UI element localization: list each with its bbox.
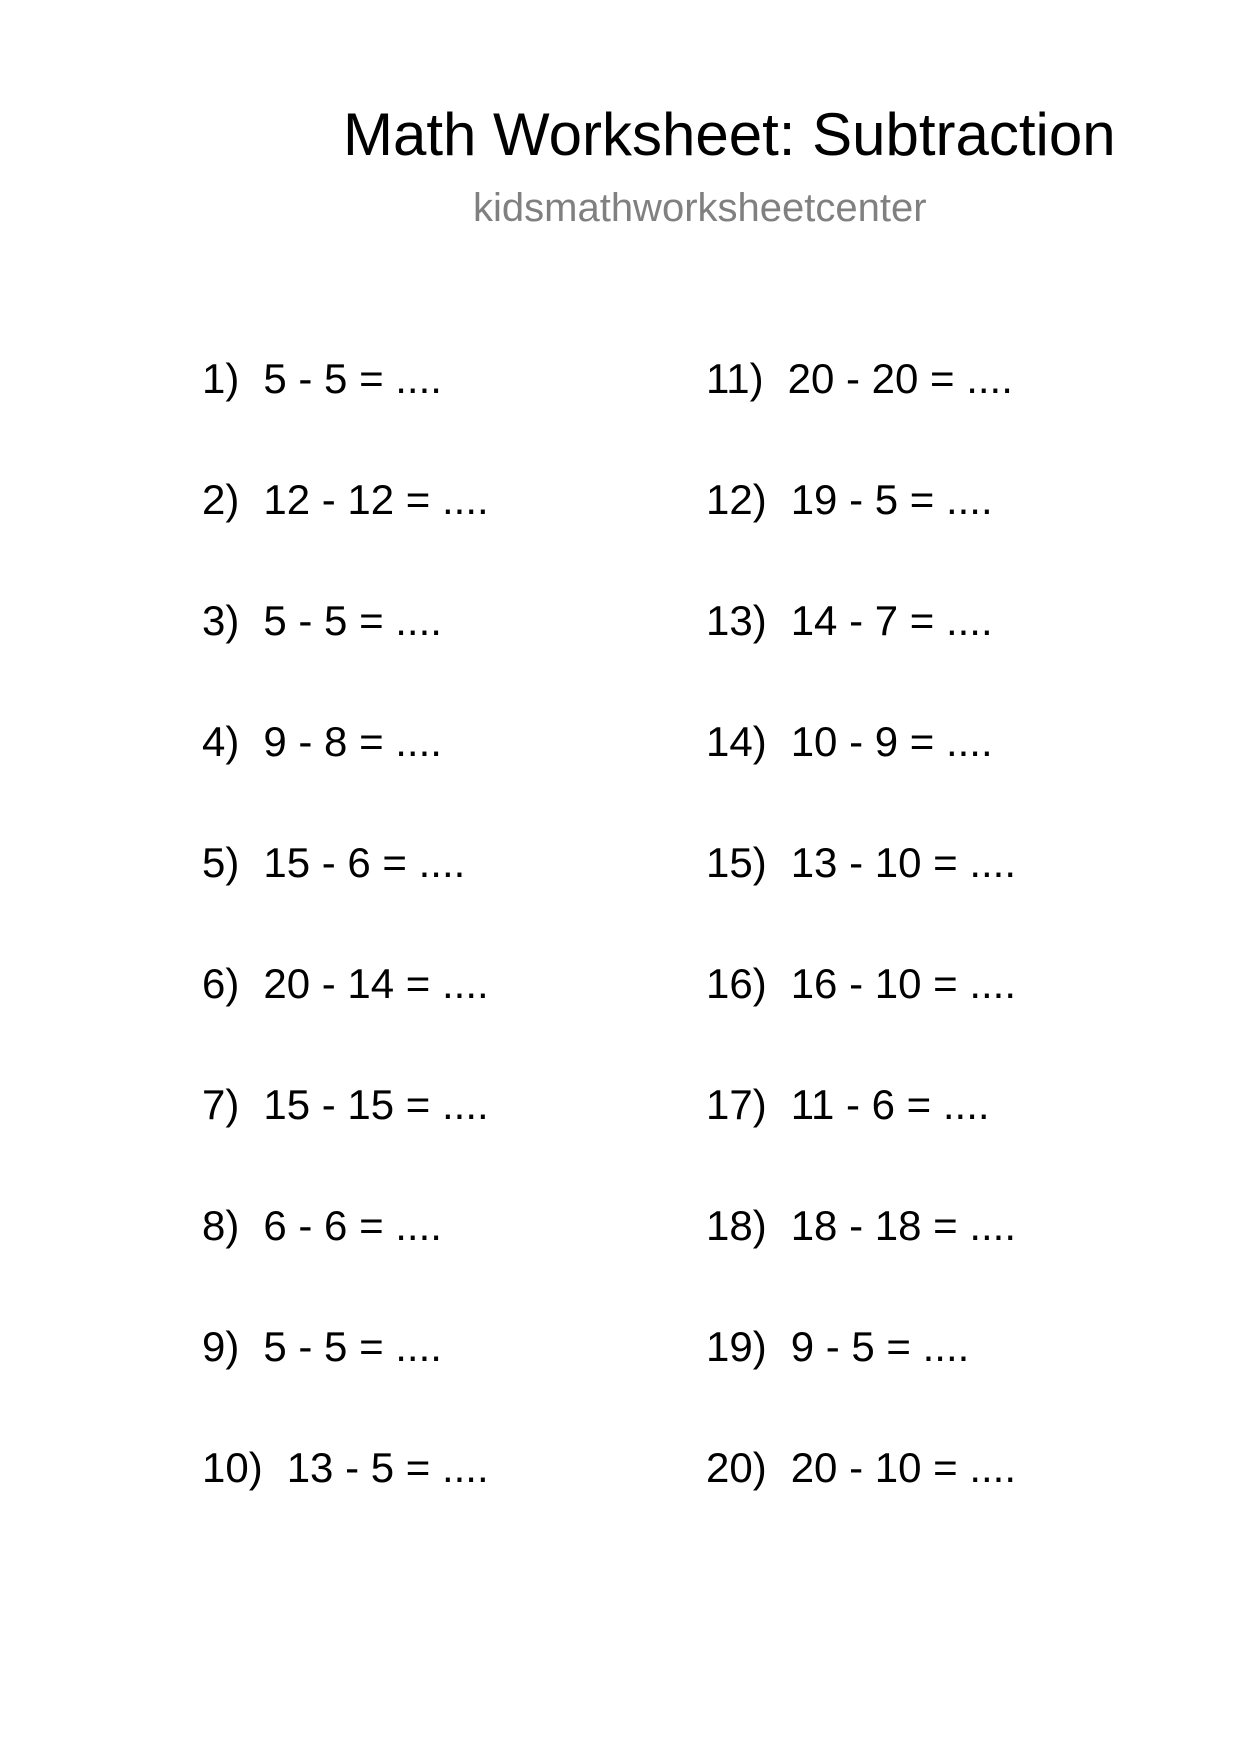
problem-number: 10): [202, 1444, 263, 1491]
problem-expression: 20 - 10 = ....: [790, 1444, 1017, 1491]
problem-number: 8): [202, 1202, 240, 1249]
problem-number: 3): [202, 597, 240, 644]
problem-expression: 5 - 5 = ....: [263, 1323, 442, 1370]
problem-number: 15): [706, 839, 767, 886]
problem-expression: 15 - 15 = ....: [263, 1081, 489, 1128]
problem-expression: 14 - 7 = ....: [790, 597, 993, 644]
problem-item: [202, 839, 465, 887]
problem-number: 5): [202, 839, 240, 886]
problem-item: [706, 960, 1016, 1008]
problem-number: 19): [706, 1323, 767, 1370]
problem-expression: 13 - 10 = ....: [790, 839, 1017, 886]
problem-item: [706, 1202, 1016, 1250]
problem-number: 9): [202, 1323, 240, 1370]
problem-expression: 12 - 12 = ....: [263, 476, 489, 523]
problem-expression: 5 - 5 = ....: [263, 597, 442, 644]
problem-expression: 19 - 5 = ....: [790, 476, 993, 523]
problem-item: [706, 1323, 969, 1371]
problem-item: [202, 1323, 442, 1371]
problem-item: [706, 839, 1016, 887]
problem-number: 14): [706, 718, 767, 765]
problem-expression: 20 - 14 = ....: [263, 960, 489, 1007]
problem-expression: 13 - 5 = ....: [286, 1444, 489, 1491]
problem-number: 18): [706, 1202, 767, 1249]
problem-item: [202, 355, 442, 403]
problem-number: 16): [706, 960, 767, 1007]
problem-expression: 10 - 9 = ....: [790, 718, 993, 765]
problem-expression: 20 - 20 = ....: [787, 355, 1013, 402]
problem-item: [202, 1081, 489, 1129]
problem-number: 7): [202, 1081, 240, 1128]
problem-item: [706, 1081, 990, 1129]
problem-expression: 16 - 10 = ....: [790, 960, 1017, 1007]
problem-expression: 9 - 8 = ....: [263, 718, 442, 765]
problem-number: 1): [202, 355, 240, 402]
worksheet-title: Math Worksheet: Subtraction: [343, 101, 1116, 168]
problem-item: [202, 597, 442, 645]
problem-item: [202, 1202, 442, 1250]
problem-expression: 9 - 5 = ....: [790, 1323, 970, 1370]
problem-number: 11): [706, 355, 764, 402]
problem-number: 20): [706, 1444, 767, 1491]
problem-item: [706, 355, 1013, 403]
problem-number: 12): [706, 476, 767, 523]
problem-expression: 11 - 6 = ....: [790, 1081, 990, 1128]
problem-expression: 5 - 5 = ....: [263, 355, 442, 402]
problem-item: [706, 597, 993, 645]
problem-item: [706, 476, 993, 524]
problem-item: [706, 1444, 1016, 1492]
problem-number: 2): [202, 476, 240, 523]
problem-expression: 15 - 6 = ....: [263, 839, 466, 886]
worksheet-source: kidsmathworksheetcenter: [473, 186, 927, 230]
problem-item: [706, 718, 993, 766]
problem-item: [202, 718, 442, 766]
problem-item: [202, 476, 489, 524]
problem-expression: 18 - 18 = ....: [790, 1202, 1017, 1249]
problem-item: [202, 1444, 489, 1492]
problem-number: 17): [706, 1081, 767, 1128]
problem-number: 4): [202, 718, 240, 765]
problem-expression: 6 - 6 = ....: [263, 1202, 442, 1249]
problem-number: 13): [706, 597, 767, 644]
problem-item: [202, 960, 489, 1008]
problem-number: 6): [202, 960, 240, 1007]
